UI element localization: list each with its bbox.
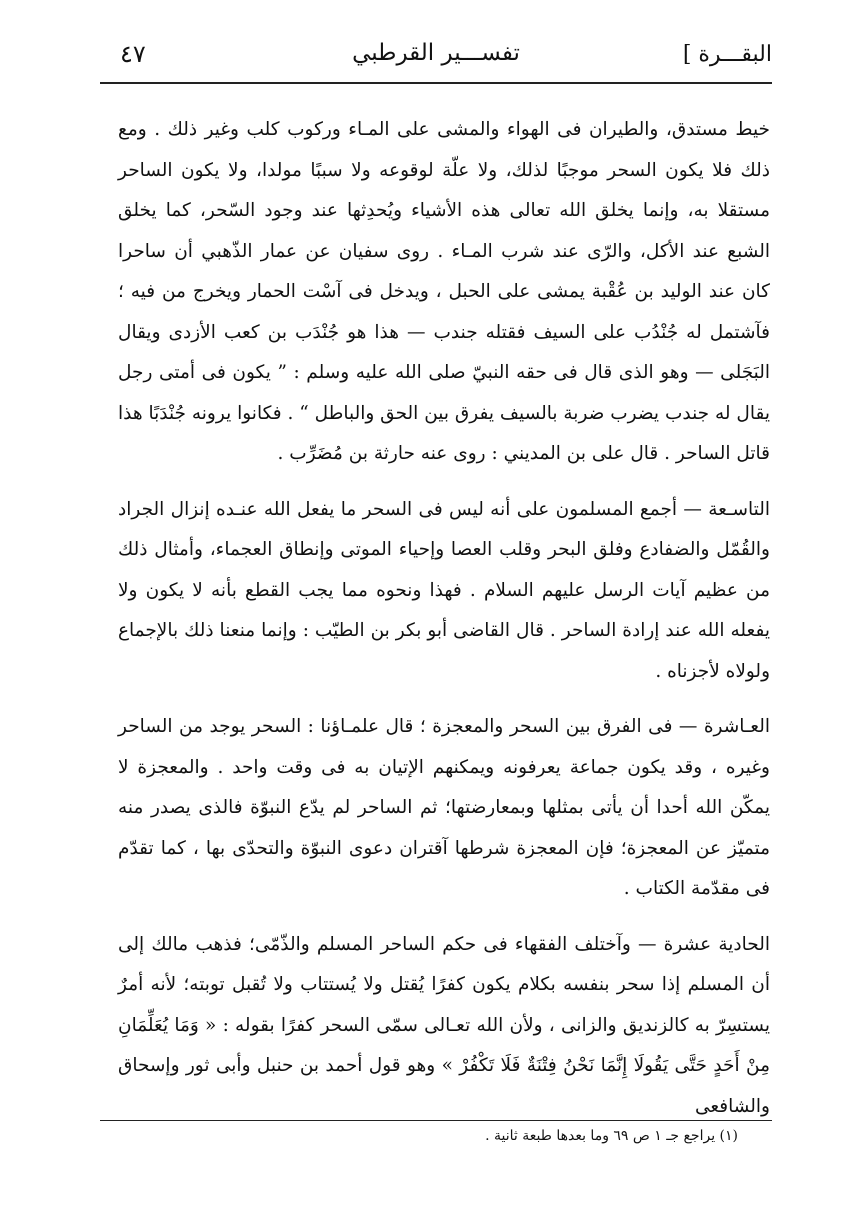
main-text [118, 110, 770, 1127]
footnote-divider [100, 1120, 772, 1121]
header-surah-name: البقـــرة ] [682, 42, 772, 67]
header-divider [100, 82, 772, 84]
header-book-title: تفســـير القرطبي [352, 40, 520, 66]
paragraph-eleventh: الحادية عشرة — وآختلف الفقهاء فى حكم الساحر المسلم والذّمّى؛ فذهب مالك إلى أن المسلم إذا سحر بنفسه بكلام يكون كفرًا يُقتل ولا يُستتاب ولا تُقبل توبته؛ لأنه أمرٌ يستسِرّ به كالزنديق والزانى ، ولأن الله تعـالى سمّى السحر كفرًا بقوله : « وَمَا يُعَلِّمَانِ مِنْ أَحَدٍ حَتَّى يَقُولَا إِنَّمَا نَحْنُ فِتْنَةٌ فَلَا تَكْفُرْ » وهو قول أحمد بن حنبل وأبى ثور وإسحاق والشافعى [118, 933, 770, 1117]
paragraph-ninth: التاسـعة — أجمع المسلمون على أنه ليس فى السحر ما يفعل الله عنـده إنزال الجراد والقُمّل والضفادع وفلق البحر وقلب العصا وإحياء الموتى وإنطاق العجماء، وأمثال ذلك من عظيم آيات الرسل عليهم السلام . فهذا ونحوه مما يجب القطع بأنه لا يكون ولا يفعله الله عند إرادة الساحر . قال القاضى أبو بكر بن الطيّب : وإنما منعنا ذلك بالإجماع ولولاه لأجزناه . [118, 498, 770, 682]
page-number: ٤٧ [120, 40, 146, 68]
footnote: (١) يراجع جـ ١ ص ٦٩ وما بعدها طبعة ثانية . [485, 1128, 738, 1144]
paragraph-continuation: خيط مستدق، والطيران فى الهواء والمشى على المـاء وركوب كلب وغير ذلك . ومع ذلك فلا يكون السحر موجبًا لذلك، ولا علّة لوقوعه ولا سببًا مولدا، ولا يكون الساحر مستقلا به، وإنما يخلق الله تعالى هذه الأشياء ويُحدِثها عند وجود السّحر، كما يخلق الشبع عند الأكل، والرّى عند شرب المـاء . روى سفيان عن عمار الذّهبي أن ساحرا كان عند الوليد بن عُقْبة يمشى على الحبل ، ويدخل فى آسْت الحمار ويخرج من فيه ؛ فآشتمل له جُنْدُب على السيف فقتله جندب — هذا هو جُنْدَب بن كعب الأزدى ويقال البَجَلى — وهو الذى قال فى حقه النبيّ صلى الله عليه وسلم : ” يكون فى أمتى رجل يقال له جندب يضرب ضربة بالسيف يفرق بين الحق والباطل “ . فكانوا يرونه جُنْدَبًا هذا قاتل الساحر . قال على بن المديني : روى عنه حارثة بن مُضَرِّب . [117, 119, 770, 464]
running-header [100, 38, 772, 82]
paragraph-tenth: العـاشرة — فى الفرق بين السحر والمعجزة ؛ قال علمـاؤنا : السحر يوجد من الساحر وغيره ، وقد يكون جماعة يعرفونه ويمكنهم الإتيان به فى وقت واحد . والمعجزة لا يمكّن الله أحدا أن يأتى بمثلها وبمعارضتها؛ ثم الساحر لم يدّع النبوّة فالذى يصدر منه متميّز عن المعجزة؛ فإن المعجزة شرطها آقتران دعوى النبوّة والتحدّى بها ، كما تقدّم فى مقدّمة الكتاب . [118, 716, 770, 899]
